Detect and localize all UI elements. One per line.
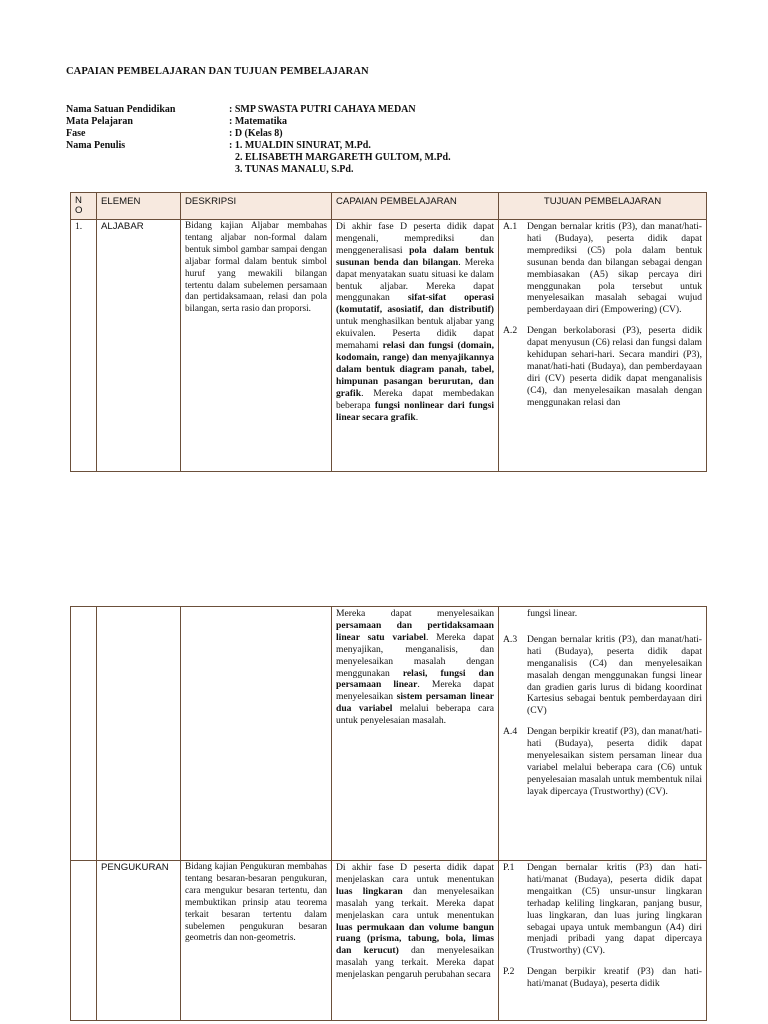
- objective-text: Dengan berkolaborasi (P3), peserta didik dapat menyusun (C6) relasi dan fungsi dalam kehidupan sehari-hari. Secara mandiri (P3), manat/hati-hati (Budaya), dan pemberdayaan diri (CV) peserta didik dapat menganalisis (C4), dan menyelesaikan masalah dengan menggunakan relasi dan: [527, 325, 702, 408]
- info-value: : 1. MUALDIN SINURAT, M.Pd.: [229, 140, 371, 151]
- objectives-list: [503, 634, 702, 798]
- page-break: [0, 478, 768, 598]
- objective-code: A.2: [503, 325, 518, 337]
- emphasized-text: pola dalam bentuk susunan benda dan bilangan: [336, 244, 494, 268]
- objective-code: A.3: [503, 633, 518, 645]
- objective-code: A.4: [503, 726, 518, 738]
- info-value: 3. TUNAS MANALU, S.Pd.: [235, 164, 354, 175]
- info-label: Fase: [66, 128, 86, 139]
- emphasized-text: sistem persaman linear dua variabel: [336, 691, 494, 715]
- info-row-author: [66, 140, 451, 152]
- objective-text: Dengan bernalar kritis (P3), dan manat/hati-hati (Budaya), peserta didik dapat memprediksi (C5) pola dalam bentuk susunan benda dan bilangan sebagai dengan membiasakan (A5) sikap percaya diri menggunakan pola tersebut untuk menyelesaikan masalah sebagai wujud pemberdayaan diri (Empowering) (CV).: [527, 221, 702, 316]
- info-row-phase: [66, 128, 451, 140]
- element-name: PENGUKURAN: [97, 861, 181, 1021]
- page-title: CAPAIAN PEMBELAJARAN DAN TUJUAN PEMBELAJARAN: [66, 66, 369, 77]
- info-value: : Matematika: [229, 116, 288, 127]
- info-label: Nama Penulis: [66, 140, 126, 151]
- objective-item: [503, 325, 702, 408]
- learning-outcome: [332, 861, 499, 1021]
- text-run: . Mereka dapat menyelesaikan: [336, 679, 494, 703]
- objective-item: [503, 862, 702, 957]
- text-run: . Mereka dapat membedakan beberapa: [336, 387, 494, 411]
- text-run: melalui beberapa cara untuk penyelesaian masalah.: [336, 703, 494, 727]
- element-name: ALJABAR: [97, 220, 181, 472]
- info-row-author-2: [66, 152, 451, 164]
- objective-text: Dengan bernalar kritis (P3) dan hati-hati/manat (Budaya), peserta didik dapat mengaitkan (C5) unsur-unsur lingkaran terhadap keliling lingkaran, panjang busur, luas lingkaran, dan luas juring lingkaran sebagai upaya untuk membangun (A4) diri menjadi pribadi yang dapat dipercaya (Trustworthy) (CV).: [527, 862, 702, 957]
- table-row: [71, 607, 707, 861]
- info-label: Mata Pelajaran: [66, 116, 133, 127]
- table-header-row: [71, 193, 707, 220]
- learning-outcome: [332, 220, 499, 472]
- learning-outcome: [332, 607, 499, 861]
- element-description: Bidang kajian Pengukuran membahas tentang besaran-besaran pengukuran, cara mengukur besaran tertentu, dan membuktikan prinsip atau teorema terkait besaran tertentu dalam subelemen pengukuran besaran geometris dan non-geometris.: [181, 861, 332, 1021]
- emphasized-text: relasi, fungsi dan persamaan linear: [336, 667, 494, 691]
- info-row-subject: [66, 116, 451, 128]
- learning-objectives: [499, 607, 707, 861]
- learning-objectives: [499, 220, 707, 472]
- text-run: dan menyelesaikan masalah yang terkait. Mereka dapat menjelaskan cara untuk menentukan: [336, 885, 495, 921]
- text-run: .: [415, 411, 419, 423]
- info-row-school: [66, 104, 451, 116]
- row-number: [71, 861, 97, 1021]
- info-value: 2. ELISABETH MARGARETH GULTOM, M.Pd.: [235, 152, 451, 163]
- text-run: untuk menghasilkan bentuk aljabar yang ekuivalen. Peserta didik dapat memahami: [336, 316, 494, 352]
- emphasized-text: luas permukaan dan volume bangun ruang (prisma, tabung, bola, limas dan kerucut): [336, 921, 494, 957]
- text-run: . Mereka dapat menyajikan, menganalisis, dan menyelesaikan masalah dengan menggunakan: [336, 631, 494, 679]
- cp-tp-table-page-2: [70, 606, 707, 1021]
- emphasized-text: luas lingkaran: [336, 885, 403, 897]
- objective-code: P.2: [503, 966, 515, 978]
- learning-objectives: [499, 861, 707, 1021]
- objective-item: [503, 221, 702, 316]
- emphasized-text: persamaan dan pertidaksamaan linear satu variabel: [336, 619, 494, 643]
- emphasized-text: relasi dan fungsi (domain, kodomain, range) dan menyajikannya dalam bentuk diagram panah, tabel, himpunan pasangan berurutan, dan grafik: [336, 340, 494, 399]
- info-value: : D (Kelas 8): [229, 128, 283, 139]
- header-no: N O: [71, 193, 97, 220]
- header-capaian: CAPAIAN PEMBELAJARAN: [332, 193, 499, 220]
- cp-tp-table-page-1: [70, 192, 707, 472]
- header-tujuan: TUJUAN PEMBELAJARAN: [499, 193, 707, 220]
- objective-item: [503, 966, 702, 990]
- text-run: . Mereka dapat menyatakan suatu situasi ke dalam bentuk aljabar. Mereka dapat menggunakan: [336, 256, 495, 304]
- document-info: [66, 104, 451, 176]
- objective-text: Dengan bernalar kritis (P3), dan manat/hati-hati (Budaya), peserta didik dapat menganalisis (C4) dan menyelesaikan masalah dengan menggunakan fungsi linear dan gradien garis lurus di bidang koordinat Kartesius sebagai bentuk pemberdayaan diri (CV): [527, 633, 702, 717]
- info-value: : SMP SWASTA PUTRI CAHAYA MEDAN: [229, 104, 416, 115]
- objective-item: [503, 726, 702, 797]
- header-deskripsi: DESKRIPSI: [181, 193, 332, 220]
- row-number: 1.: [71, 220, 97, 472]
- text-run: Di akhir fase D peserta didik dapat menjelaskan cara untuk menentukan: [336, 862, 494, 885]
- element-description: Bidang kajian Aljabar membahas tentang aljabar non-formal dalam bentuk simbol gambar sampai dengan aljabar formal dalam bentuk simbol huruf yang mewakili bilangan tertentu dalam subelemen persamaan dan pertidaksamaan, relasi dan pola bilangan, serta rasio dan proporsi.: [181, 220, 332, 472]
- table-row: [71, 861, 707, 1021]
- objective-code: A.1: [503, 221, 518, 232]
- objective-code: P.1: [503, 862, 515, 873]
- objective-text: Dengan berpikir kreatif (P3) dan hati-hati/manat (Budaya), peserta didik: [527, 966, 702, 990]
- header-elemen: ELEMEN: [97, 193, 181, 220]
- objective-continuation: fungsi linear.: [527, 608, 578, 619]
- emphasized-text: sifat-sifat operasi (komutatif, asosiatif, dan distributif): [336, 292, 495, 316]
- emphasized-text: fungsi nonlinear dari fungsi linear secara grafik: [336, 399, 494, 423]
- info-row-author-3: [66, 164, 451, 176]
- objective-item: [503, 634, 702, 717]
- text-run: Di akhir fase D peserta didik dapat mengenali, memprediksi dan menggeneralisasi: [336, 221, 494, 256]
- text-run: dan menyelesaikan masalah yang terkait. Mereka dapat menjelaskan pengaruh perubahan secara: [336, 945, 494, 981]
- table-row: [71, 220, 707, 472]
- text-run: Mereka dapat menyelesaikan: [336, 608, 494, 619]
- objective-text: Dengan berpikir kreatif (P3), dan manat/hati-hati (Budaya), peserta didik dapat menyelesaikan sistem persaman linear dua variabel melalui beberapa cara (C6) untuk penyelesaian masalah untuk membentuk nilai layak dipercaya (Trustworthy) (CV).: [527, 726, 702, 797]
- info-label: Nama Satuan Pendidikan: [66, 104, 176, 115]
